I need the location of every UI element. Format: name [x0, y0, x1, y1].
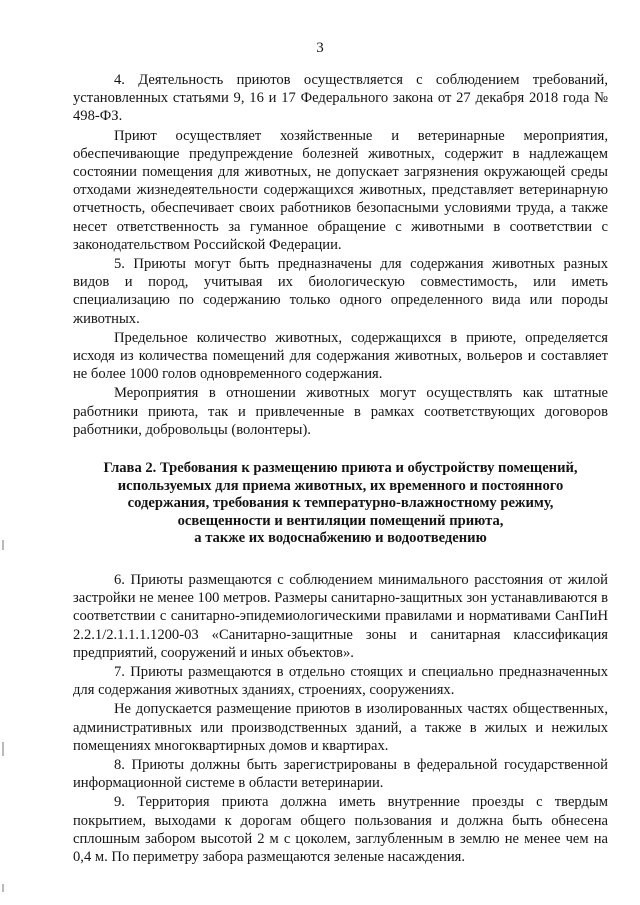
paragraph-9: 9. Территория приюта должна иметь внутренние проезды с твердым покрытием, выходами к дорогам общего пользования и должна быть обнесена сплошным забором высотой 2 м с цоколем, заглубленным в землю не менее чем на 0,4 м. По периметру забора размещаются зеленые насаждения. [73, 794, 608, 866]
paragraph-5-workers: Мероприятия в отношении животных могут осуществлять как штатные работники приюта, так и привлеченные в рамках соответствующих договоров работники, добровольцы (волонтеры). [73, 385, 608, 438]
chapter-heading-line: содержания, требования к температурно-влажностному режиму, [127, 495, 554, 512]
paragraph-4-shelter-duties: Приют осуществляет хозяйственные и ветеринарные мероприятия, обеспечивающие предупреждение болезней животных, содержит в надлежащем состоянии помещения для животных, не допускает загрязнения окружающей среды отходами жизнедеятельности содержащихся животных, представляет ветеринарную отчетность, обеспечивает своих работников безопасными условиями труда, а также несет ответственность за гуманное обращение с животными в соответствии с законодательством Российской Федерации. [73, 127, 608, 253]
document-body [73, 71, 608, 866]
scan-edge-mark [2, 540, 4, 550]
paragraph-5: 5. Приюты могут быть предназначены для содержания животных разных видов и пород, учитывая их биологическую совместимость, или иметь специализацию по содержанию только одного определенного вида или породы животных. [73, 256, 608, 327]
chapter-heading-line: а также их водоснабжению и водоотведению [194, 530, 487, 547]
chapter-heading-line: Глава 2. Требования к размещению приюта и обустройству помещений, [103, 460, 578, 477]
paragraph-6: 6. Приюты размещаются с соблюдением минимального расстояния от жилой застройки не менее 100 метров. Размеры санитарно-защитных зон устанавливаются в соответствии с санитарно-эпидемиологическими правилами и нормативами СанПиН 2.2.1/2.1.1.1.1200-03 «Санитарно-защитные зоны и санитарная классификация предприятий, сооружений и иных объектов». [73, 572, 608, 661]
chapter-heading-line: используемых для приема животных, их временного и постоянного [117, 477, 564, 494]
paragraph-8: 8. Приюты должны быть зарегистрированы в федеральной государственной информационной системе в области ветеринарии. [73, 757, 608, 792]
paragraph-4: 4. Деятельность приютов осуществляется с соблюдением требований, установленных статьями 9, 16 и 17 Федерального закона от 27 декабря 2018 года № 498-ФЗ. [73, 72, 608, 125]
scan-edge-mark [2, 884, 4, 892]
page-number: 3 [316, 40, 324, 56]
chapter-heading-line: освещенности и вентиляции помещений приюта, [177, 512, 504, 529]
paragraph-5-capacity-limit: Предельное количество животных, содержащихся в приюте, определяется исходя из количества помещений для содержания животных, вольеров и составляет не более 1000 голов одновременного содержания. [73, 329, 608, 383]
paragraph-7: 7. Приюты размещаются в отдельно стоящих и специально предназначенных для содержания животных зданиях, строениях, сооружениях. [73, 664, 608, 699]
paragraph-7-restrictions: Не допускается размещение приютов в изолированных частях общественных, административных или производственных зданий, а также в жилых и нежилых помещениях многоквартирных домов и квартирах. [73, 701, 608, 754]
chapter-2-heading [73, 460, 608, 548]
scan-edge-mark [2, 742, 4, 756]
